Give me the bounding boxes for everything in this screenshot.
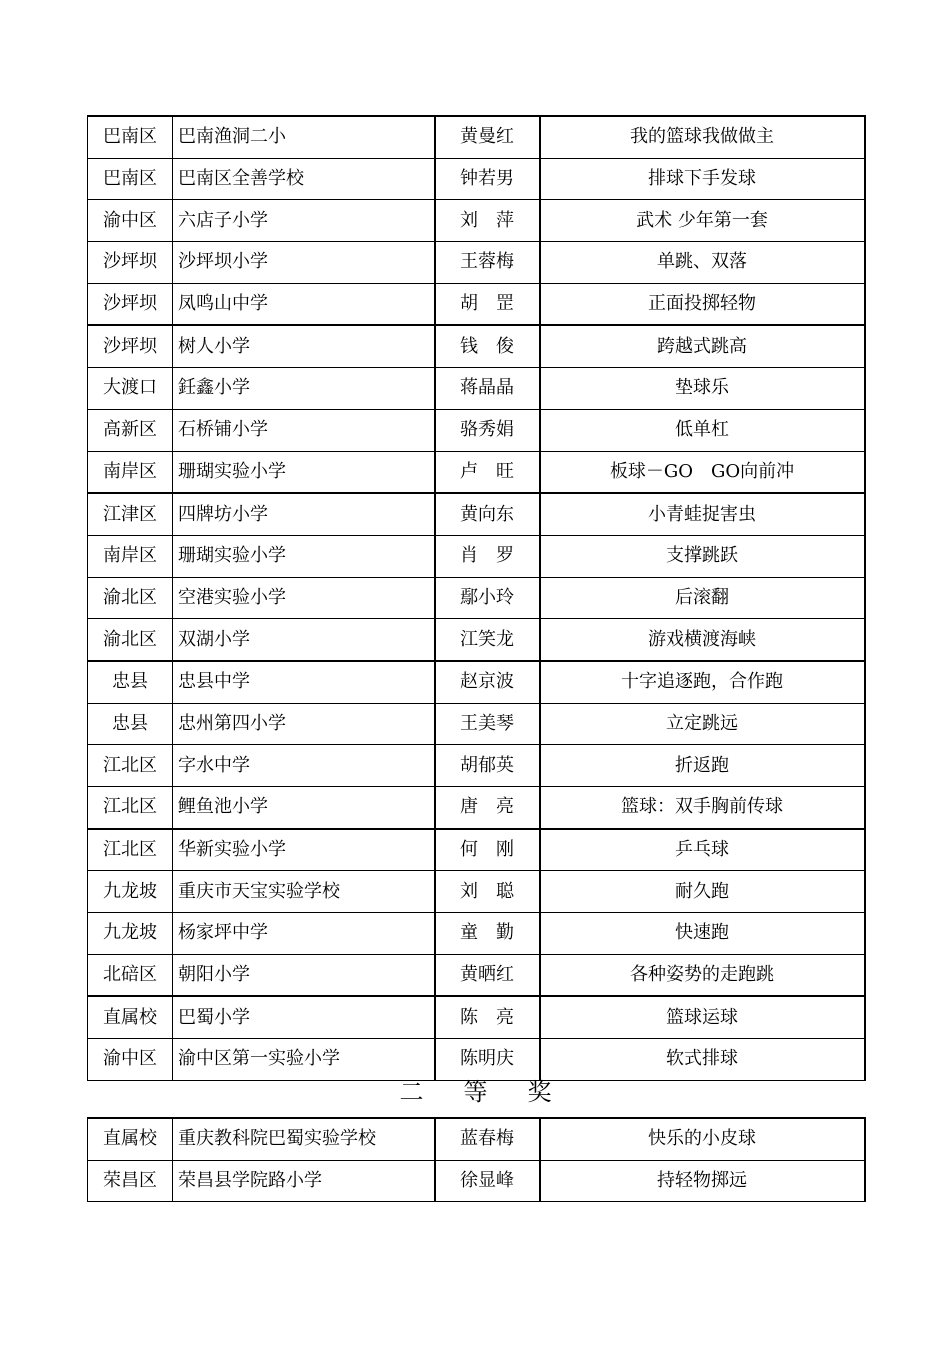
district-cell: 南岸区 xyxy=(88,535,173,577)
school-cell: 巴蜀小学 xyxy=(173,996,435,1038)
table-row xyxy=(88,577,865,619)
school-cell: 重庆市天宝实验学校 xyxy=(173,871,435,913)
teacher-cell: 王蓉梅 xyxy=(435,242,540,284)
topic-cell: 板球－GO GO向前冲 xyxy=(540,451,865,493)
topic-cell: 篮球运球 xyxy=(540,996,865,1038)
school-cell: 双湖小学 xyxy=(173,619,435,661)
table-row xyxy=(88,1160,865,1202)
topic-cell: 各种姿势的走跑跳 xyxy=(540,954,865,996)
teacher-cell: 黄曼红 xyxy=(435,116,540,158)
school-cell: 字水中学 xyxy=(173,745,435,787)
topic-cell: 支撑跳跃 xyxy=(540,535,865,577)
table-row xyxy=(88,745,865,787)
school-cell: 珊瑚实验小学 xyxy=(173,451,435,493)
topic-cell: 软式排球 xyxy=(540,1039,865,1081)
table-row xyxy=(88,116,865,158)
table-row xyxy=(88,661,865,703)
district-cell: 沙坪坝 xyxy=(88,242,173,284)
table-row xyxy=(88,200,865,242)
topic-cell: 乒乓球 xyxy=(540,829,865,871)
teacher-cell: 肖 罗 xyxy=(435,535,540,577)
school-cell: 巴南渔洞二小 xyxy=(173,116,435,158)
teacher-cell: 何 刚 xyxy=(435,829,540,871)
teacher-cell: 黄晒红 xyxy=(435,954,540,996)
award-table-body xyxy=(88,1118,865,1202)
table-row xyxy=(88,451,865,493)
teacher-cell: 鄢小玲 xyxy=(435,577,540,619)
teacher-cell: 徐显峰 xyxy=(435,1160,540,1202)
district-cell: 江北区 xyxy=(88,787,173,829)
school-cell: 珊瑚实验小学 xyxy=(173,535,435,577)
topic-cell: 快速跑 xyxy=(540,913,865,955)
topic-cell: 持轻物掷远 xyxy=(540,1160,865,1202)
table-row xyxy=(88,1039,865,1081)
table-row xyxy=(88,871,865,913)
school-cell: 巴南区全善学校 xyxy=(173,158,435,200)
table-row xyxy=(88,703,865,745)
topic-cell: 小青蛙捉害虫 xyxy=(540,493,865,535)
table-row xyxy=(88,1118,865,1160)
district-cell: 直属校 xyxy=(88,1118,173,1160)
school-cell: 鲤鱼池小学 xyxy=(173,787,435,829)
school-cell: 杨家坪中学 xyxy=(173,913,435,955)
teacher-cell: 骆秀娟 xyxy=(435,409,540,451)
topic-cell: 耐久跑 xyxy=(540,871,865,913)
teacher-cell: 蒋晶晶 xyxy=(435,368,540,410)
topic-cell: 立定跳远 xyxy=(540,703,865,745)
table-row xyxy=(88,954,865,996)
school-cell: 凤鸣山中学 xyxy=(173,283,435,325)
teacher-cell: 卢 旺 xyxy=(435,451,540,493)
district-cell: 九龙坡 xyxy=(88,913,173,955)
school-cell: 渝中区第一实验小学 xyxy=(173,1039,435,1081)
district-cell: 江津区 xyxy=(88,493,173,535)
table-row xyxy=(88,283,865,325)
district-cell: 渝中区 xyxy=(88,200,173,242)
school-cell: 沙坪坝小学 xyxy=(173,242,435,284)
school-cell: 空港实验小学 xyxy=(173,577,435,619)
table-row xyxy=(88,787,865,829)
second-prize-heading: 二等奖 xyxy=(399,1078,592,1106)
table-row xyxy=(88,829,865,871)
district-cell: 江北区 xyxy=(88,829,173,871)
topic-cell: 排球下手发球 xyxy=(540,158,865,200)
topic-cell: 折返跑 xyxy=(540,745,865,787)
teacher-cell: 陈明庆 xyxy=(435,1039,540,1081)
table-row xyxy=(88,242,865,284)
teacher-cell: 蓝春梅 xyxy=(435,1118,540,1160)
award-table-first-block xyxy=(87,115,866,1081)
topic-cell: 正面投掷轻物 xyxy=(540,283,865,325)
district-cell: 渝北区 xyxy=(88,577,173,619)
school-cell: 重庆教科院巴蜀实验学校 xyxy=(173,1118,435,1160)
table-row xyxy=(88,535,865,577)
teacher-cell: 陈 亮 xyxy=(435,996,540,1038)
district-cell: 渝中区 xyxy=(88,1039,173,1081)
school-cell: 朝阳小学 xyxy=(173,954,435,996)
topic-cell: 垫球乐 xyxy=(540,368,865,410)
topic-cell: 单跳、双落 xyxy=(540,242,865,284)
award-table-body xyxy=(88,116,865,1080)
table-row xyxy=(88,158,865,200)
award-table-second-prize xyxy=(87,1117,866,1202)
district-cell: 忠县 xyxy=(88,661,173,703)
teacher-cell: 黄向东 xyxy=(435,493,540,535)
topic-cell: 武术 少年第一套 xyxy=(540,200,865,242)
school-cell: 四牌坊小学 xyxy=(173,493,435,535)
district-cell: 荣昌区 xyxy=(88,1160,173,1202)
table-row xyxy=(88,619,865,661)
school-cell: 六店子小学 xyxy=(173,200,435,242)
topic-cell: 跨越式跳高 xyxy=(540,325,865,367)
teacher-cell: 江笑龙 xyxy=(435,619,540,661)
teacher-cell: 刘 聪 xyxy=(435,871,540,913)
district-cell: 九龙坡 xyxy=(88,871,173,913)
district-cell: 忠县 xyxy=(88,703,173,745)
topic-cell: 低单杠 xyxy=(540,409,865,451)
teacher-cell: 赵京波 xyxy=(435,661,540,703)
district-cell: 渝北区 xyxy=(88,619,173,661)
table-row xyxy=(88,493,865,535)
table-row xyxy=(88,325,865,367)
district-cell: 沙坪坝 xyxy=(88,283,173,325)
school-cell: 荣昌县学院路小学 xyxy=(173,1160,435,1202)
district-cell: 高新区 xyxy=(88,409,173,451)
teacher-cell: 唐 亮 xyxy=(435,787,540,829)
table-row xyxy=(88,913,865,955)
table-row xyxy=(88,368,865,410)
district-cell: 江北区 xyxy=(88,745,173,787)
school-cell: 鈓鑫小学 xyxy=(173,368,435,410)
topic-cell: 后滚翻 xyxy=(540,577,865,619)
teacher-cell: 胡郁英 xyxy=(435,745,540,787)
district-cell: 南岸区 xyxy=(88,451,173,493)
district-cell: 巴南区 xyxy=(88,158,173,200)
school-cell: 树人小学 xyxy=(173,325,435,367)
table-row xyxy=(88,996,865,1038)
district-cell: 北碚区 xyxy=(88,954,173,996)
topic-cell: 游戏横渡海峡 xyxy=(540,619,865,661)
district-cell: 巴南区 xyxy=(88,116,173,158)
teacher-cell: 王美琴 xyxy=(435,703,540,745)
school-cell: 石桥铺小学 xyxy=(173,409,435,451)
teacher-cell: 钱 俊 xyxy=(435,325,540,367)
school-cell: 忠州第四小学 xyxy=(173,703,435,745)
topic-cell: 我的篮球我做做主 xyxy=(540,116,865,158)
topic-cell: 快乐的小皮球 xyxy=(540,1118,865,1160)
teacher-cell: 刘 萍 xyxy=(435,200,540,242)
teacher-cell: 钟若男 xyxy=(435,158,540,200)
teacher-cell: 童 勤 xyxy=(435,913,540,955)
district-cell: 大渡口 xyxy=(88,368,173,410)
table-row xyxy=(88,409,865,451)
school-cell: 忠县中学 xyxy=(173,661,435,703)
district-cell: 沙坪坝 xyxy=(88,325,173,367)
school-cell: 华新实验小学 xyxy=(173,829,435,871)
topic-cell: 篮球：双手胸前传球 xyxy=(540,787,865,829)
topic-cell: 十字追逐跑，合作跑 xyxy=(540,661,865,703)
teacher-cell: 胡 罡 xyxy=(435,283,540,325)
district-cell: 直属校 xyxy=(88,996,173,1038)
